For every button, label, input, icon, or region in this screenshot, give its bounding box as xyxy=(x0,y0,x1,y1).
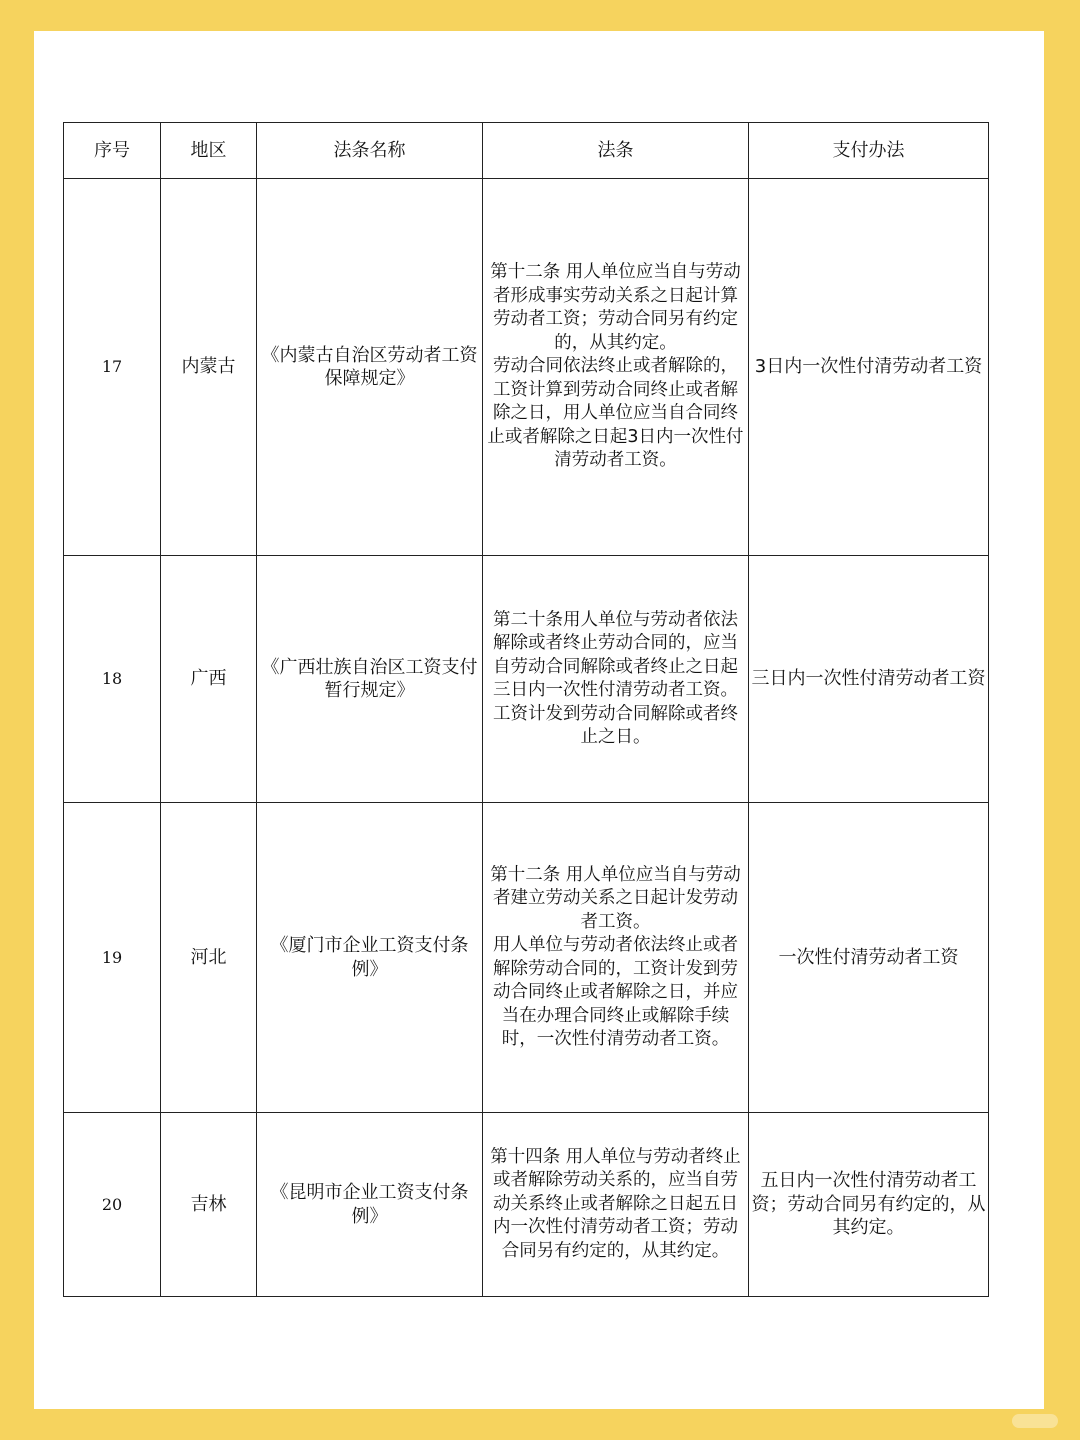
row-law-name: 《厦门市企业工资支付条例》 xyxy=(257,803,483,1113)
wage-law-table xyxy=(63,122,989,1297)
row-payment: 一次性付清劳动者工资 xyxy=(749,803,989,1113)
row-payment: 五日内一次性付清劳动者工资；劳动合同另有约定的，从其约定。 xyxy=(749,1113,989,1297)
row-region: 内蒙古 xyxy=(161,179,257,556)
header-region: 地区 xyxy=(161,123,257,179)
row-region: 河北 xyxy=(161,803,257,1113)
row-law-text: 第十二条 用人单位应当自与劳动者形成事实劳动关系之日起计算劳动者工资；劳动合同另有约定的，从其约定。 劳动合同依法终止或者解除的，工资计算到劳动合同终止或者解除之日，用人单位应当自合同终止或者解除之日起3日内一次性付清劳动者工资。 xyxy=(483,179,749,556)
row-payment: 3日内一次性付清劳动者工资 xyxy=(749,179,989,556)
header-seq: 序号 xyxy=(64,123,161,179)
table-row xyxy=(64,1113,989,1297)
row-law-text: 第十二条 用人单位应当自与劳动者建立劳动关系之日起计发劳动者工资。 用人单位与劳动者依法终止或者解除劳动合同的，工资计发到劳动合同终止或者解除之日，并应当在办理合同终止或解除手续时，一次性付清劳动者工资。 xyxy=(483,803,749,1113)
row-payment: 三日内一次性付清劳动者工资 xyxy=(749,556,989,803)
row-region: 吉林 xyxy=(161,1113,257,1297)
row-seq: 19 xyxy=(64,803,161,1113)
row-seq: 18 xyxy=(64,556,161,803)
header-law-name: 法条名称 xyxy=(257,123,483,179)
header-law: 法条 xyxy=(483,123,749,179)
row-law-name: 《广西壮族自治区工资支付暂行规定》 xyxy=(257,556,483,803)
row-seq: 17 xyxy=(64,179,161,556)
row-seq: 20 xyxy=(64,1113,161,1297)
row-law-text: 第二十条用人单位与劳动者依法解除或者终止劳动合同的，应当自劳动合同解除或者终止之日起三日内一次性付清劳动者工资。工资计发到劳动合同解除或者终止之日。 xyxy=(483,556,749,803)
table-row xyxy=(64,556,989,803)
row-law-name: 《内蒙古自治区劳动者工资保障规定》 xyxy=(257,179,483,556)
table-row xyxy=(64,179,989,556)
watermark xyxy=(1012,1414,1058,1428)
table-row xyxy=(64,803,989,1113)
row-law-name: 《昆明市企业工资支付条例》 xyxy=(257,1113,483,1297)
row-law-text: 第十四条 用人单位与劳动者终止或者解除劳动关系的，应当自劳动关系终止或者解除之日起五日内一次性付清劳动者工资；劳动合同另有约定的，从其约定。 xyxy=(483,1113,749,1297)
table-header-row xyxy=(64,123,989,179)
row-region: 广西 xyxy=(161,556,257,803)
header-payment: 支付办法 xyxy=(749,123,989,179)
